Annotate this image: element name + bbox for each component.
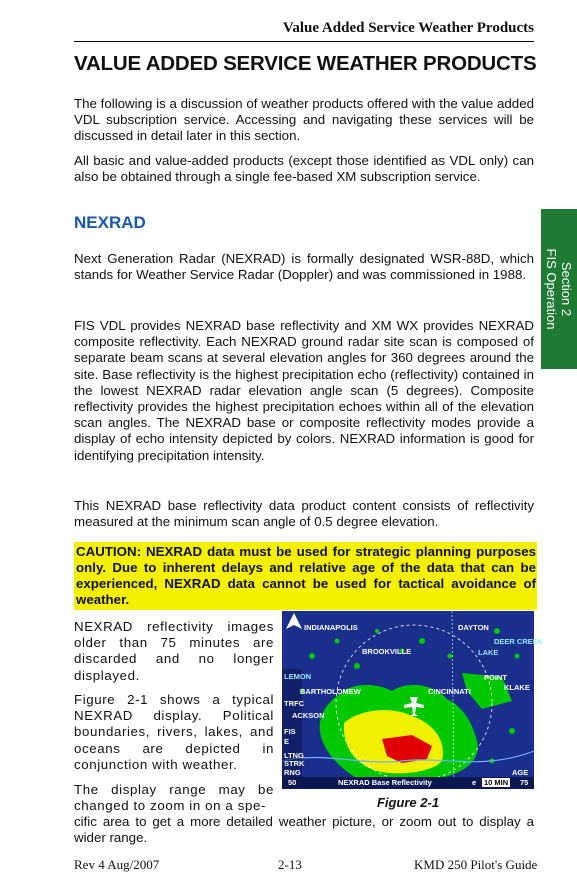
north-arrow-icon bbox=[286, 613, 302, 629]
label-strk: STRK bbox=[284, 759, 305, 768]
figure-caption: Figure 2-1 bbox=[376, 795, 440, 810]
nexrad-paragraph-6-rest: cific area to get a more detailed weather picture, or zoom out to display a wider range. bbox=[74, 814, 534, 846]
label-indianapolis: INDIANAPOLIS bbox=[304, 623, 358, 632]
caution-box: CAUTION: NEXRAD data must be used for strategic planning purposes only. Due to inherent delays and relative age of the data that can be experienced, NEXRAD data cannot be used for tactical avoidance of weather. bbox=[74, 542, 537, 610]
footer-guide-title: KMD 250 Pilot's Guide bbox=[414, 857, 538, 872]
header-rule bbox=[74, 41, 534, 42]
label-point: POINT bbox=[484, 673, 507, 682]
label-deer-creek: DEER CREEK bbox=[494, 637, 544, 646]
age-label: AGE bbox=[512, 768, 529, 777]
section-tab-line-2: FIS Operation bbox=[544, 248, 559, 330]
nexrad-display-figure bbox=[282, 611, 544, 789]
nexrad-paragraph-5: Figure 2-1 shows a typical NEXRAD display. Political boundaries, rivers, lakes, and oceans are depicted in conjunction with weather. bbox=[74, 692, 274, 772]
label-brookville: BROOKVILLE bbox=[362, 647, 412, 656]
nexrad-paragraph-1: Next Generation Radar (NEXRAD) is formally designated WSR-88D, which stands for Weather Service Radar (Doppler) and was commissioned in 1988. bbox=[74, 251, 534, 283]
label-jackson: ACKSON bbox=[292, 711, 325, 720]
section-tab-line-1: Section 2 bbox=[559, 261, 574, 317]
running-header: Value Added Service Weather Products bbox=[282, 20, 534, 36]
nexrad-paragraph-4: NEXRAD reflectivity images older than 75 minutes are discarded and no longer displayed. bbox=[74, 619, 274, 683]
label-ltng: LTNG bbox=[284, 751, 304, 760]
footer-page-number: 2-13 bbox=[278, 857, 302, 872]
label-rng: RNG bbox=[284, 768, 301, 777]
nexrad-paragraph-3: This NEXRAD base reflectivity data product content consists of reflectivity measured at the minimum scan angle of 0.5 degree elevation. bbox=[74, 498, 534, 530]
page-title: VALUE ADDED SERVICE WEATHER PRODUCTS bbox=[74, 52, 537, 75]
intro-paragraph-1: The following is a discussion of weather products offered with the value added VDL subscription service. Accessing and navigating these services will be discussed in detail later in this section. bbox=[74, 96, 534, 144]
range-value: 50 bbox=[288, 778, 297, 787]
label-trfc: TRFC bbox=[284, 699, 304, 708]
footer-revision: Rev 4 Aug/2007 bbox=[74, 857, 160, 872]
age-e: e bbox=[472, 778, 477, 787]
age-small: 75 bbox=[520, 778, 529, 787]
label-bartholomew: BARTHOLOMEW bbox=[300, 687, 361, 696]
age-value: 10 MIN bbox=[484, 778, 509, 787]
nexrad-paragraph-6-start: The display range may be changed to zoom in on a spe- bbox=[74, 782, 274, 814]
label-lake: LAKE bbox=[478, 648, 499, 657]
label-e: E bbox=[284, 737, 290, 746]
intro-paragraph-2: All basic and value-added products (except those identified as VDL only) can also be obtained through a single fee-based XM subscription service. bbox=[74, 153, 534, 185]
product-label: NEXRAD Base Reflectivity bbox=[338, 778, 432, 787]
label-klake: KLAKE bbox=[504, 683, 530, 692]
nexrad-paragraph-2: FIS VDL provides NEXRAD base reflectivity and XM WX provides NEXRAD composite reflectivity. Each NEXRAD ground radar site scan is composed of separate beam scans at several elevation angles for 360 degrees around the site. Base reflectivity is the highest precipitation echo (reflectivity) contained in the lowest NEXRAD radar elevation angle scan (5 degrees). Composite reflectivity provides the highest precipitation echoes within all of the elevation scan angles. The NEXRAD base or composite reflectivity modes provide a display of echo intensity depicted by colors. NEXRAD information is good for identifying precipitation intensity. bbox=[74, 318, 534, 463]
section-heading-nexrad: NEXRAD bbox=[74, 213, 146, 232]
label-dayton: DAYTON bbox=[458, 623, 489, 632]
label-cincinnati: CINCINNATI bbox=[428, 687, 471, 696]
label-fis: FIS bbox=[284, 727, 296, 736]
section-tab[interactable] bbox=[541, 209, 577, 369]
label-lemon: LEMON bbox=[284, 672, 312, 681]
